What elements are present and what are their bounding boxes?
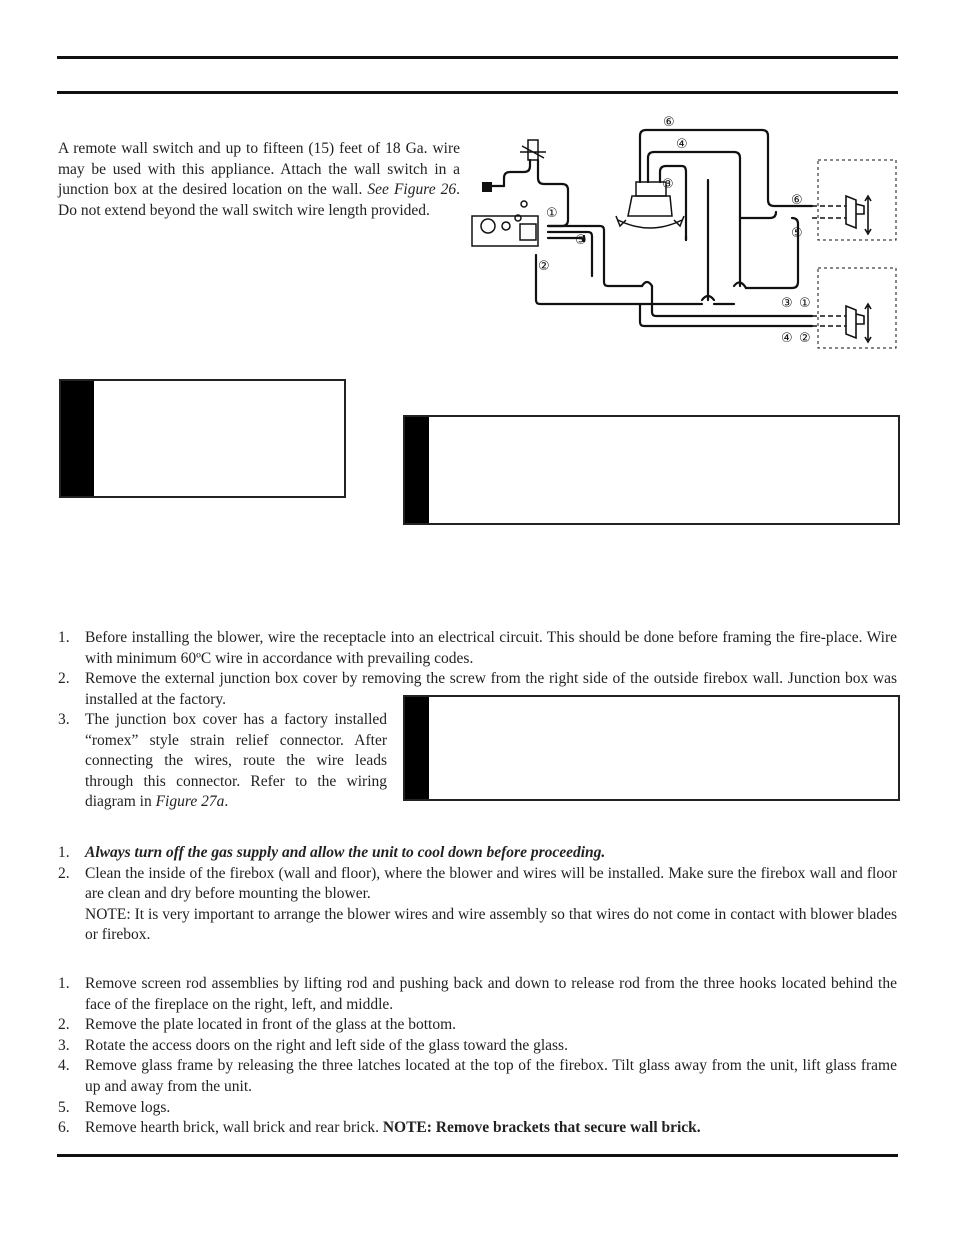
wall-switch-wiring-diagram xyxy=(466,108,906,358)
blower-install-step-3 xyxy=(58,710,387,813)
list-item: 4. Remove glass frame by releasing the three latches located at the top of the firebox. Tilt glass away from the unit, lift glass frame up and away from the unit. xyxy=(58,1057,897,1095)
label-4-right: ④ xyxy=(781,331,793,346)
list-item: 2. Clean the inside of the firebox (wall and floor), where the blower and wires will be installed. Make sure the firebox wall and floor are clean and dry before mounting the blower. xyxy=(58,864,897,903)
label-1-left: ① xyxy=(546,206,558,221)
label-5-left: ⑤ xyxy=(575,233,587,248)
figure-27a-reference: Figure 27a xyxy=(155,793,225,811)
intro-text-2: . Do not extend beyond the wall switch wire length provided. xyxy=(58,181,461,219)
list-item: 1. Remove screen rod assemblies by lifting rod and pushing back and down to release rod from the three hooks located behind the face of the fireplace on the right, left, and middle. xyxy=(58,975,897,1013)
figure-26-reference: See Figure 26 xyxy=(367,181,457,199)
label-5-right: ⑤ xyxy=(791,226,803,241)
label-3-mid: ③ xyxy=(662,177,674,192)
list-item: NOTE: It is very important to arrange the blower wires and wire assembly so that wires do not come in contact with blower blades or firebox. xyxy=(85,905,897,944)
footer-rule xyxy=(57,1154,898,1157)
preparation-steps xyxy=(58,843,897,946)
list-item: 2. Remove the external junction box cover by removing the screw from the right side of the outside firebox wall. Junction box was installed at the factory. xyxy=(58,670,897,708)
removal-steps xyxy=(58,974,897,1139)
list-item: 2. Remove the plate located in front of the glass at the bottom. xyxy=(58,1016,457,1034)
header-rule-bottom xyxy=(57,91,898,94)
label-2-left: ② xyxy=(538,259,550,274)
list-item: 3. The junction box cover has a factory installed “romex” style strain relief connector. After connecting the wires, route the wire leads through this connector. Refer to the wiring diagram in Figure 27a. xyxy=(58,711,387,811)
label-4-top: ④ xyxy=(676,137,688,152)
list-item: 6. Remove hearth brick, wall brick and rear brick. NOTE: Remove brackets that secure wall brick. xyxy=(58,1119,701,1137)
wall-switch-paragraph xyxy=(58,139,460,221)
notice-box-right xyxy=(403,415,900,525)
label-3-right: ③ xyxy=(781,296,793,311)
list-item: 5. Remove logs. xyxy=(58,1098,171,1116)
list-item: 1. Always turn off the gas supply and allow the unit to cool down before proceeding. xyxy=(58,844,606,861)
list-item: 3. Rotate the access doors on the right and left side of the glass toward the glass. xyxy=(58,1036,568,1054)
list-item: 1. Before installing the blower, wire the receptacle into an electrical circuit. This should be done before framing the fire-place. Wire with minimum 60ºC wire in accordance with prevailing codes. xyxy=(58,629,897,667)
label-6-top: ⑥ xyxy=(663,115,675,130)
notice-box-middle xyxy=(403,695,900,801)
notice-box-left xyxy=(59,379,346,498)
intro-text-1: A remote wall switch and up to fifteen (15) feet of 18 Ga. wire may be used with this appliance. Attach the wall switch in a junction box at the desired location on the wall. xyxy=(58,140,460,199)
header-rule-top xyxy=(57,56,898,59)
label-2-right: ② xyxy=(799,331,811,346)
label-6-right: ⑥ xyxy=(791,193,803,208)
label-1-right: ① xyxy=(799,296,811,311)
